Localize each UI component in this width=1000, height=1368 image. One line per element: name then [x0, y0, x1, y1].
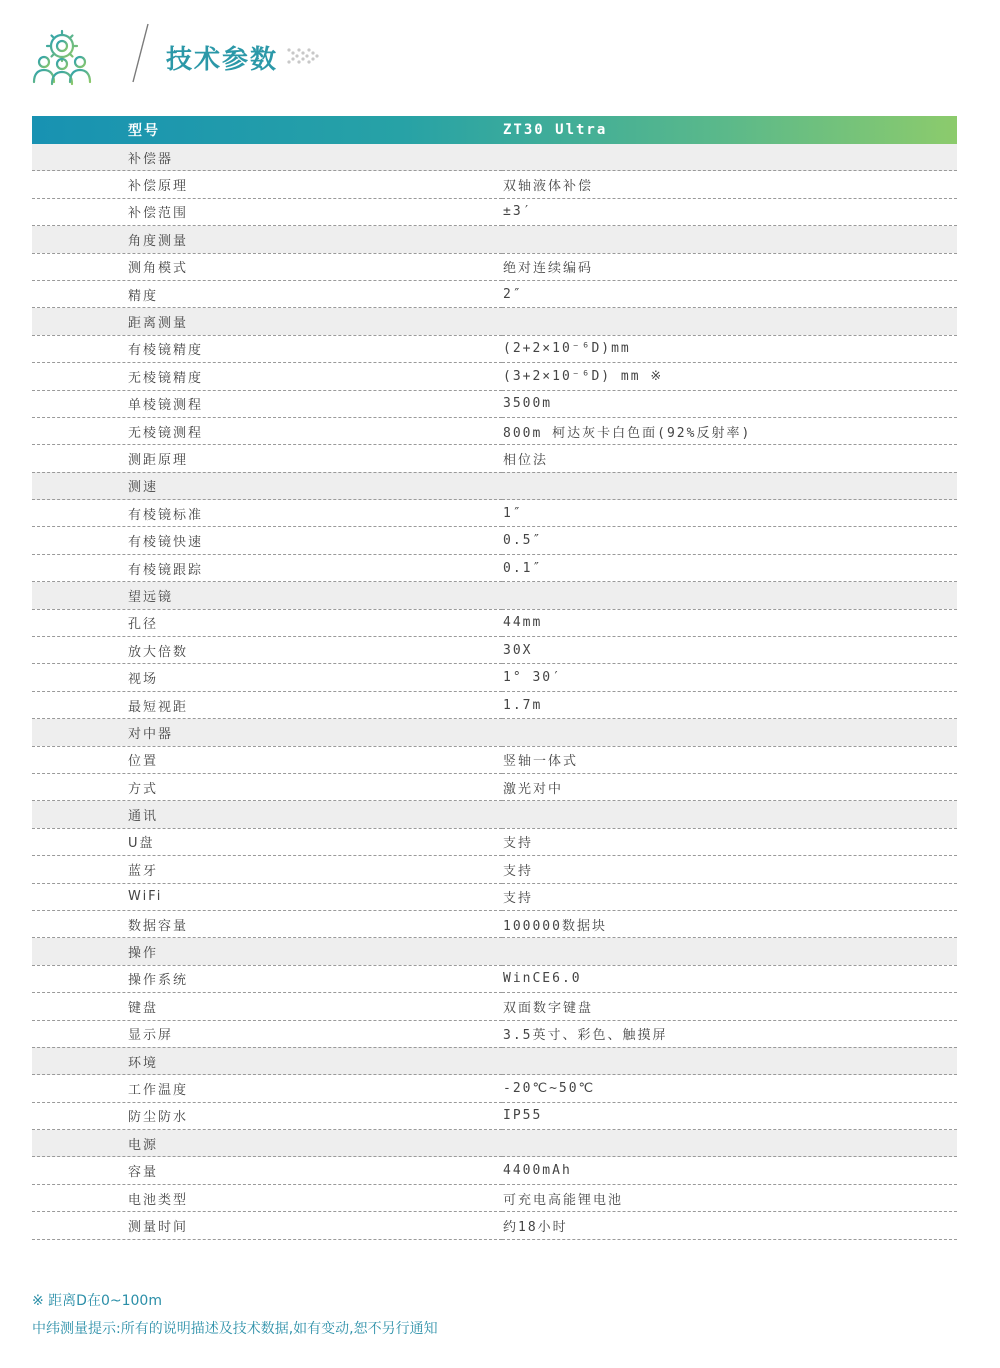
- param-label: 显示屏: [32, 1020, 502, 1047]
- table-row: [32, 198, 957, 225]
- section-label: 补偿器: [32, 144, 502, 171]
- table-row: [32, 445, 957, 472]
- page-title: 技术参数: [166, 45, 279, 75]
- param-label: 有棱镜跟踪: [32, 554, 502, 581]
- table-row: [32, 691, 957, 718]
- table-row: [32, 1157, 957, 1184]
- section-header-row: [32, 472, 957, 499]
- param-label: 工作温度: [32, 1075, 502, 1102]
- param-label: 补偿范围: [32, 198, 502, 225]
- param-value: 绝对连续编码: [502, 253, 957, 280]
- table-row: [32, 171, 957, 198]
- chevron-arrows-icon: [286, 46, 320, 66]
- param-value: [502, 938, 957, 965]
- section-label: 角度测量: [32, 226, 502, 253]
- param-label: 方式: [32, 773, 502, 800]
- param-value: [502, 801, 957, 828]
- param-value: 支持: [502, 856, 957, 883]
- table-row: [32, 910, 957, 937]
- param-label: 无棱镜测程: [32, 417, 502, 444]
- disclaimer: 中纬测量提示:所有的说明描述及技术数据,如有变动,恕不另行通知: [32, 1321, 438, 1337]
- table-row: [32, 965, 957, 992]
- param-value: 2″: [502, 280, 957, 307]
- param-value: [502, 308, 957, 335]
- param-label: 电池类型: [32, 1184, 502, 1211]
- param-value: 3500m: [502, 390, 957, 417]
- gear-team-icon: [30, 26, 94, 86]
- param-value: 约18小时: [502, 1212, 957, 1239]
- section-header-row: [32, 938, 957, 965]
- section-header-row: [32, 1047, 957, 1074]
- section-header-row: [32, 719, 957, 746]
- param-value: [502, 719, 957, 746]
- param-label: 测角模式: [32, 253, 502, 280]
- section-header-row: [32, 582, 957, 609]
- param-label: 有棱镜精度: [32, 335, 502, 362]
- param-value: 800m 柯达灰卡白色面(92%反射率): [502, 417, 957, 444]
- param-value: 100000数据块: [502, 910, 957, 937]
- param-value: 1.7m: [502, 691, 957, 718]
- table-row: [32, 773, 957, 800]
- param-label: U盘: [32, 828, 502, 855]
- param-value: [502, 472, 957, 499]
- param-value: WinCE6.0: [502, 965, 957, 992]
- section-header-row: [32, 308, 957, 335]
- param-label: 无棱镜精度: [32, 363, 502, 390]
- param-value: 双面数字键盘: [502, 993, 957, 1020]
- table-row: [32, 637, 957, 664]
- param-value: [502, 226, 957, 253]
- table-row: [32, 993, 957, 1020]
- table-row: [32, 1212, 957, 1239]
- section-label: 电源: [32, 1130, 502, 1157]
- table-row: [32, 609, 957, 636]
- table-row: [32, 390, 957, 417]
- section-label: 操作: [32, 938, 502, 965]
- param-value: 3.5英寸、彩色、触摸屏: [502, 1020, 957, 1047]
- table-row: [32, 280, 957, 307]
- param-label: 孔径: [32, 609, 502, 636]
- table-row: [32, 554, 957, 581]
- param-value: 支持: [502, 883, 957, 910]
- table-row: [32, 527, 957, 554]
- param-label: 有棱镜快速: [32, 527, 502, 554]
- param-value: 1° 30′: [502, 664, 957, 691]
- param-value: [502, 1047, 957, 1074]
- param-label: 视场: [32, 664, 502, 691]
- param-value: 0.5″: [502, 527, 957, 554]
- header-model: ZT30 Ultra: [503, 122, 608, 138]
- param-label: WiFi: [32, 883, 502, 910]
- param-value: [502, 144, 957, 171]
- param-value: 相位法: [502, 445, 957, 472]
- param-value: IP55: [502, 1102, 957, 1129]
- section-label: 对中器: [32, 719, 502, 746]
- param-label: 蓝牙: [32, 856, 502, 883]
- table-row: [32, 363, 957, 390]
- param-value: 双轴液体补偿: [502, 171, 957, 198]
- section-label: 测速: [32, 472, 502, 499]
- table-row: [32, 883, 957, 910]
- param-label: 测距原理: [32, 445, 502, 472]
- param-value: 0.1″: [502, 554, 957, 581]
- table-row: [32, 664, 957, 691]
- param-value: 激光对中: [502, 773, 957, 800]
- param-value: 30X: [502, 637, 957, 664]
- param-value: (3+2×10⁻⁶D) mm ※: [502, 363, 957, 390]
- table-row: [32, 746, 957, 773]
- param-value: (2+2×10⁻⁶D)mm: [502, 335, 957, 362]
- section-label: 通讯: [32, 801, 502, 828]
- param-label: 最短视距: [32, 691, 502, 718]
- param-label: 位置: [32, 746, 502, 773]
- table-row: [32, 335, 957, 362]
- param-label: 测量时间: [32, 1212, 502, 1239]
- table-header-row: [32, 116, 957, 144]
- header-label: 型号: [128, 123, 160, 139]
- section-label: 距离测量: [32, 308, 502, 335]
- param-label: 补偿原理: [32, 171, 502, 198]
- param-value: [502, 582, 957, 609]
- section-header-row: [32, 144, 957, 171]
- table-row: [32, 856, 957, 883]
- section-label: 望远镜: [32, 582, 502, 609]
- table-row: [32, 1102, 957, 1129]
- param-value: ±3′: [502, 198, 957, 225]
- param-label: 数据容量: [32, 910, 502, 937]
- param-label: 单棱镜测程: [32, 390, 502, 417]
- divider-slash: [130, 22, 150, 86]
- param-value: 4400mAh: [502, 1157, 957, 1184]
- table-row: [32, 417, 957, 444]
- spec-table: [32, 116, 957, 1240]
- table-row: [32, 253, 957, 280]
- param-value: -20℃~50℃: [502, 1075, 957, 1102]
- section-header-row: [32, 801, 957, 828]
- param-label: 防尘防水: [32, 1102, 502, 1129]
- section-header-row: [32, 1130, 957, 1157]
- table-row: [32, 1184, 957, 1211]
- param-value: 可充电高能锂电池: [502, 1184, 957, 1211]
- param-value: [502, 1130, 957, 1157]
- param-value: 支持: [502, 828, 957, 855]
- param-value: 44mm: [502, 609, 957, 636]
- table-row: [32, 1020, 957, 1047]
- page-header: [30, 22, 330, 92]
- section-label: 环境: [32, 1047, 502, 1074]
- param-label: 放大倍数: [32, 637, 502, 664]
- param-value: 1″: [502, 500, 957, 527]
- param-label: 有棱镜标准: [32, 500, 502, 527]
- section-header-row: [32, 226, 957, 253]
- param-label: 容量: [32, 1157, 502, 1184]
- table-row: [32, 828, 957, 855]
- table-row: [32, 500, 957, 527]
- param-value: 竖轴一体式: [502, 746, 957, 773]
- param-label: 精度: [32, 280, 502, 307]
- param-label: 键盘: [32, 993, 502, 1020]
- table-row: [32, 1075, 957, 1102]
- param-label: 操作系统: [32, 965, 502, 992]
- footnote: ※ 距离D在0~100m: [32, 1293, 162, 1309]
